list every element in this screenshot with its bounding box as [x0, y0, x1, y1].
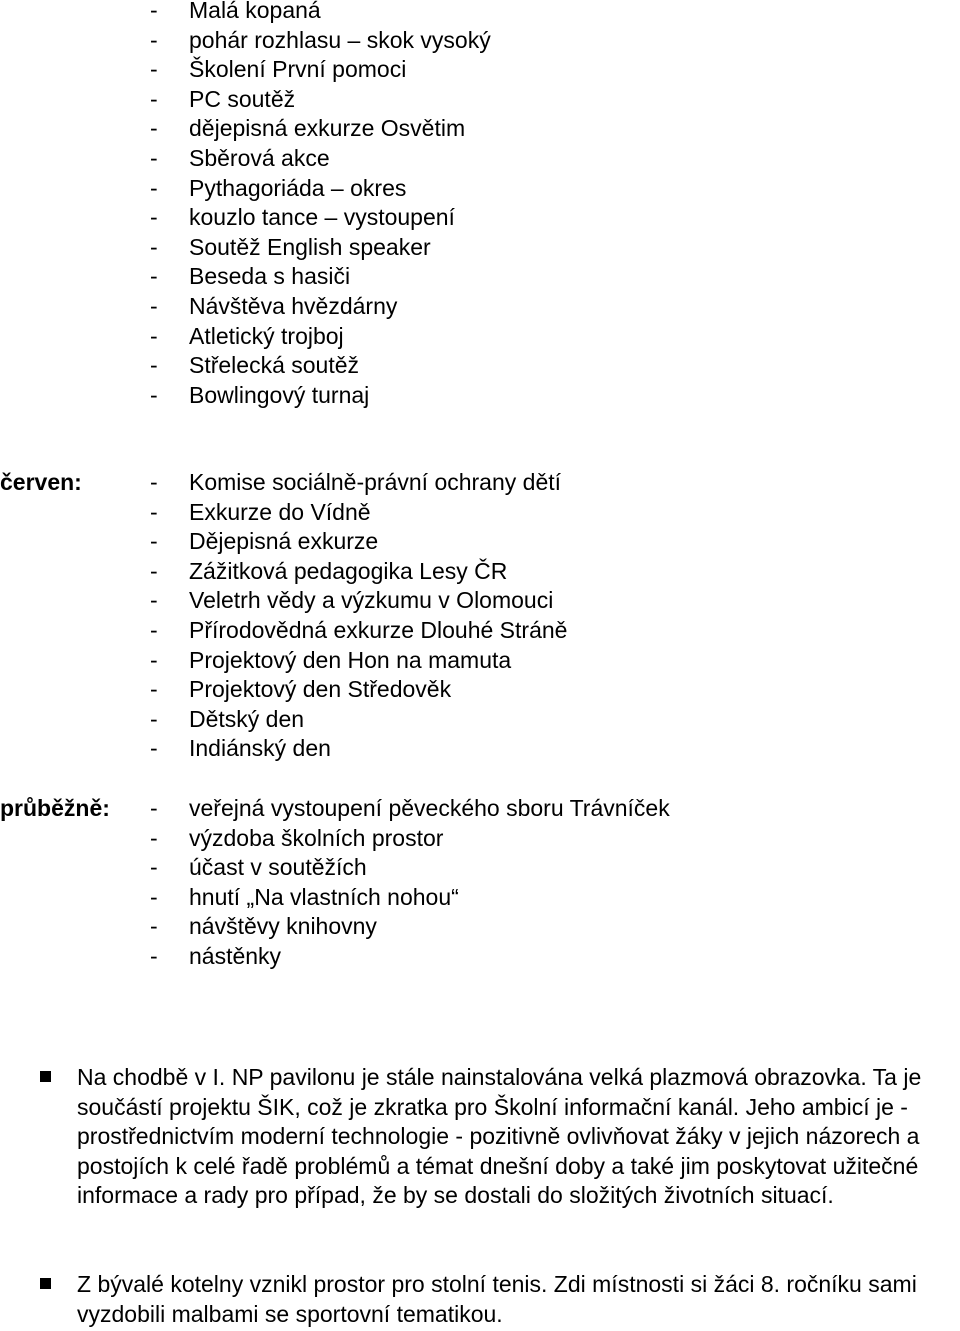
dash: -: [150, 795, 158, 821]
list-item-text: Školení První pomoci: [189, 56, 407, 83]
dash: -: [150, 528, 158, 555]
list-item-text: Zážitková pedagogika Lesy ČR: [189, 557, 508, 584]
dash: -: [150, 0, 158, 23]
list-item-text: Pythagoriáda – okres: [189, 174, 407, 201]
dash: -: [150, 942, 158, 969]
dash: -: [150, 587, 158, 614]
list-item-text: Přírodovědná exkurze Dlouhé Stráně: [189, 616, 568, 643]
dash: -: [150, 913, 158, 940]
dash: -: [150, 735, 158, 762]
section-heading-cerven: červen:: [0, 469, 82, 495]
paragraph-table-tennis: Z bývalé kotelny vznikl prostor pro stolní tenis. Zdi místnosti si žáci 8. ročníku sami vyzdobili malbami se sportovní tematikou.: [77, 1271, 917, 1327]
list-item-text: pohár rozhlasu – skok vysoký: [189, 26, 491, 53]
dash: -: [150, 204, 158, 231]
list-item-text: Návštěva hvězdárny: [189, 292, 398, 319]
paragraph-sik: Na chodbě v I. NP pavilonu je stále nainstalována velká plazmová obrazovka. Ta je součástí projektu ŠIK, což je zkratka pro Školní informační kanál. Jeho ambicí je - prostřednictvím moderní technologie - pozitivně ovlivňovat žáky v jejich názorech a postojích k celé řadě problémů a témat dnešní doby a také jim poskytovat užitečné informace a rady pro případ, že by se dostali do složitých životních situací.: [77, 1064, 922, 1209]
dash: -: [150, 263, 158, 290]
list-item-text: Soutěž English speaker: [189, 233, 431, 260]
list-item-text: kouzlo tance – vystoupení: [189, 204, 455, 231]
dash: -: [150, 292, 158, 319]
dash: -: [150, 115, 158, 142]
dash: -: [150, 174, 158, 201]
list-item-text: účast v soutěžích: [189, 854, 367, 881]
list-item-text: Exkurze do Vídně: [189, 498, 371, 525]
list-item-text: Dětský den: [189, 705, 305, 732]
list-item-text: Veletrh vědy a výzkumu v Olomouci: [189, 587, 554, 614]
dash: -: [150, 144, 158, 171]
dash: -: [150, 557, 158, 584]
dash: -: [150, 883, 158, 910]
square-bullet-icon: [40, 1278, 51, 1289]
square-bullet-icon: [40, 1071, 51, 1082]
list-item-text: návštěvy knihovny: [189, 913, 377, 940]
list-item-text: Dějepisná exkurze: [189, 528, 379, 555]
list-item-text: výzdoba školních prostor: [189, 824, 444, 851]
dash: -: [150, 233, 158, 260]
dash: -: [150, 824, 158, 851]
list-item-text: Projektový den Hon na mamuta: [189, 646, 512, 673]
dash: -: [150, 676, 158, 703]
list-item-text: Indiánský den: [189, 735, 331, 762]
dash: -: [150, 322, 158, 349]
list-item-text: Bowlingový turnaj: [189, 381, 370, 408]
list-item-text: nástěnky: [189, 942, 282, 969]
list-item-text: Střelecká soutěž: [189, 352, 360, 379]
list-item-text: veřejná vystoupení pěveckého sboru Trávníček: [189, 795, 670, 821]
list-item-text: hnutí „Na vlastních nohou“: [189, 883, 459, 910]
dash: -: [150, 498, 158, 525]
list-item-text: Sběrová akce: [189, 144, 330, 171]
list-item-text: Beseda s hasiči: [189, 263, 351, 290]
dash: -: [150, 381, 158, 408]
list-item-text: PC soutěž: [189, 85, 296, 112]
dash: -: [150, 646, 158, 673]
dash: -: [150, 469, 158, 495]
list-item-text: Projektový den Středověk: [189, 676, 452, 703]
list-item-text: Malá kopaná: [189, 0, 321, 23]
dash: -: [150, 705, 158, 732]
dash: -: [150, 85, 158, 112]
list-item-text: dějepisná exkurze Osvětim: [189, 115, 466, 142]
list-item-text: Komise sociálně-právní ochrany dětí: [189, 469, 562, 495]
dash: -: [150, 616, 158, 643]
dash: -: [150, 352, 158, 379]
section-heading-prubezne: průběžně:: [0, 795, 110, 821]
list-item-text: Atletický trojboj: [189, 322, 344, 349]
dash: -: [150, 854, 158, 881]
dash: -: [150, 26, 158, 53]
dash: -: [150, 56, 158, 83]
